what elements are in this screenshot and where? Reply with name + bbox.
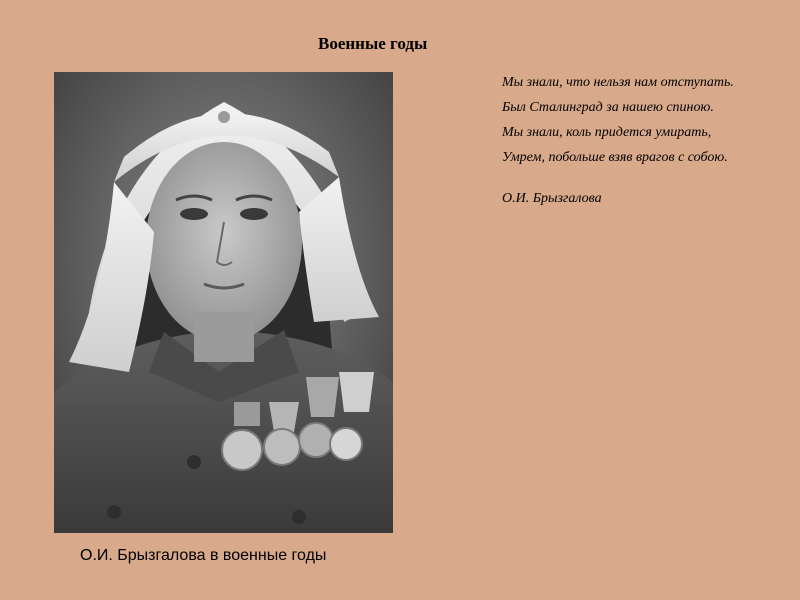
photo-caption: О.И. Брызгалова в военные годы [80,547,327,564]
poem-block [502,72,752,213]
portrait-illustration [54,72,393,533]
poem-line: Был Сталинград за нашею спиною. [502,100,714,115]
portrait-photo [54,72,393,533]
poem-author: О.И. Брызгалова [502,191,602,206]
poem-line: Умрем, побольше взяв врагов с собою. [502,150,728,165]
poem-line: Мы знали, что нельзя нам отступать. [502,75,734,90]
poem-line: Мы знали, коль придется умирать, [502,125,712,140]
slide-title: Военные годы [318,34,428,53]
